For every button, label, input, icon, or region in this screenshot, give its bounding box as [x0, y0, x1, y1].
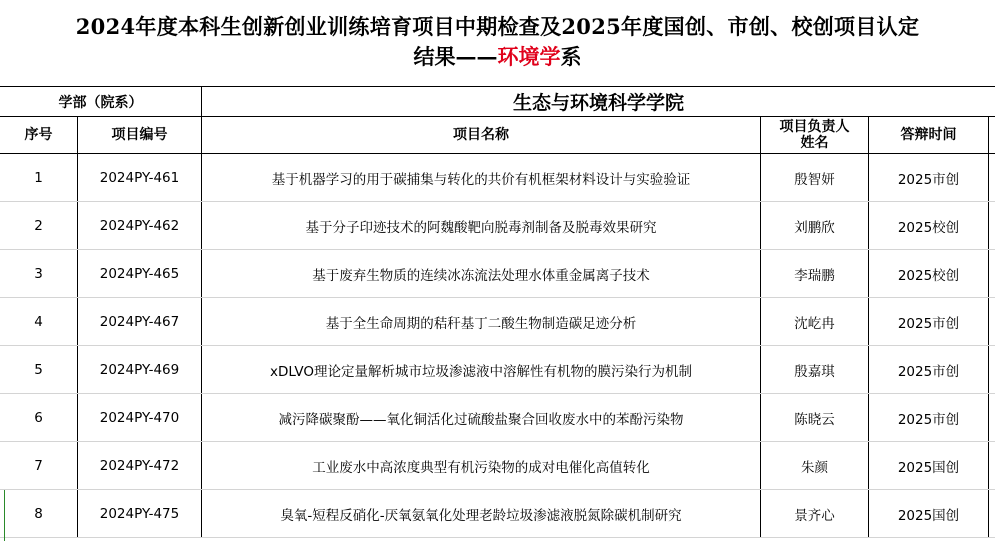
cell-result[interactable]: 2025国创	[868, 490, 988, 537]
cell-leader[interactable]: 殷嘉琪	[760, 346, 868, 393]
title-line-1: 2024年度本科生创新创业训练培育项目中期检查及2025年度国创、市创、校创项目认定	[75, 14, 920, 39]
table-row	[0, 442, 995, 490]
sheet-title	[0, 0, 995, 87]
cell-index[interactable]: 2	[34, 217, 43, 234]
table-row	[0, 298, 995, 346]
cell-index[interactable]: 5	[34, 361, 43, 378]
header-name[interactable]: 项目名称	[201, 117, 760, 153]
cell-name[interactable]: 减污降碳聚酚——氧化铜活化过硫酸盐聚合回收废水中的苯酚污染物	[201, 394, 760, 441]
title-line-2-prefix: 结果——	[413, 44, 498, 69]
cell-code[interactable]: 2024PY-469	[77, 346, 201, 393]
cell-leader[interactable]: 景齐心	[760, 490, 868, 537]
cell-overflow[interactable]	[988, 346, 995, 393]
cell-overflow[interactable]	[988, 250, 995, 297]
header-overflow-cell[interactable]	[988, 117, 995, 153]
cell-result[interactable]: 2025国创	[868, 442, 988, 489]
table-row	[0, 394, 995, 442]
header-code[interactable]: 项目编号	[77, 117, 201, 153]
cell-code[interactable]: 2024PY-465	[77, 250, 201, 297]
department-row	[0, 87, 995, 117]
cell-index[interactable]: 1	[34, 169, 43, 186]
cell-code[interactable]: 2024PY-461	[77, 154, 201, 201]
cell-name[interactable]: 基于机器学习的用于碳捕集与转化的共价有机框架材料设计与实验验证	[201, 154, 760, 201]
cell-index[interactable]: 4	[34, 313, 43, 330]
header-defense[interactable]: 答辩时间	[868, 117, 988, 153]
department-name[interactable]: 生态与环境科学学院	[201, 87, 995, 116]
title-line-2	[0, 42, 995, 72]
cell-name[interactable]: 工业废水中高浓度典型有机污染物的成对电催化高值转化	[201, 442, 760, 489]
title-line-2-suffix: 系	[560, 44, 582, 69]
title-highlight: 环境学	[497, 44, 561, 69]
cell-result[interactable]: 2025校创	[868, 250, 988, 297]
header-row	[0, 117, 995, 154]
cell-name[interactable]: 臭氧-短程反硝化-厌氧氨氧化处理老龄垃圾渗滤液脱氮除碳机制研究	[201, 490, 760, 537]
cell-selection-edge	[4, 490, 5, 541]
header-index[interactable]: 序号	[24, 127, 53, 143]
table-row	[0, 490, 995, 538]
cell-index[interactable]: 8	[34, 505, 43, 522]
cell-overflow[interactable]	[988, 442, 995, 489]
cell-code[interactable]: 2024PY-467	[77, 298, 201, 345]
cell-result[interactable]: 2025市创	[868, 298, 988, 345]
cell-code[interactable]: 2024PY-470	[77, 394, 201, 441]
cell-overflow[interactable]	[988, 394, 995, 441]
cell-result[interactable]: 2025市创	[868, 154, 988, 201]
table-row	[0, 346, 995, 394]
table-row	[0, 154, 995, 202]
cell-result[interactable]: 2025市创	[868, 346, 988, 393]
cell-result[interactable]: 2025市创	[868, 394, 988, 441]
department-label[interactable]: 学部（院系）	[58, 94, 143, 111]
header-leader-line1: 项目负责人	[779, 119, 850, 135]
cell-leader[interactable]: 陈晓云	[760, 394, 868, 441]
cell-index[interactable]: 6	[34, 409, 43, 426]
cell-index[interactable]: 3	[34, 265, 43, 282]
cell-leader[interactable]: 刘鹏欣	[760, 202, 868, 249]
header-leader-line2: 姓名	[800, 135, 829, 151]
cell-code[interactable]: 2024PY-475	[77, 490, 201, 537]
table-row	[0, 250, 995, 298]
cell-leader[interactable]: 殷智妍	[760, 154, 868, 201]
cell-leader[interactable]: 李瑞鹏	[760, 250, 868, 297]
cell-result[interactable]: 2025校创	[868, 202, 988, 249]
cell-code[interactable]: 2024PY-462	[77, 202, 201, 249]
cell-index[interactable]: 7	[34, 457, 43, 474]
cell-overflow[interactable]	[988, 490, 995, 537]
cell-code[interactable]: 2024PY-472	[77, 442, 201, 489]
cell-name[interactable]: 基于全生命周期的秸秆基丁二酸生物制造碳足迹分析	[201, 298, 760, 345]
cell-overflow[interactable]	[988, 154, 995, 201]
cell-leader[interactable]: 朱颜	[760, 442, 868, 489]
cell-leader[interactable]: 沈屹冉	[760, 298, 868, 345]
table-row	[0, 202, 995, 250]
cell-overflow[interactable]	[988, 298, 995, 345]
cell-name[interactable]: 基于分子印迹技术的阿魏酸靶向脱毒剂制备及脱毒效果研究	[201, 202, 760, 249]
cell-overflow[interactable]	[988, 202, 995, 249]
cell-name[interactable]: 基于废弃生物质的连续冰冻流法处理水体重金属离子技术	[201, 250, 760, 297]
cell-name[interactable]: xDLVO理论定量解析城市垃圾渗滤液中溶解性有机物的膜污染行为机制	[201, 346, 760, 393]
header-leader[interactable]	[760, 117, 868, 153]
